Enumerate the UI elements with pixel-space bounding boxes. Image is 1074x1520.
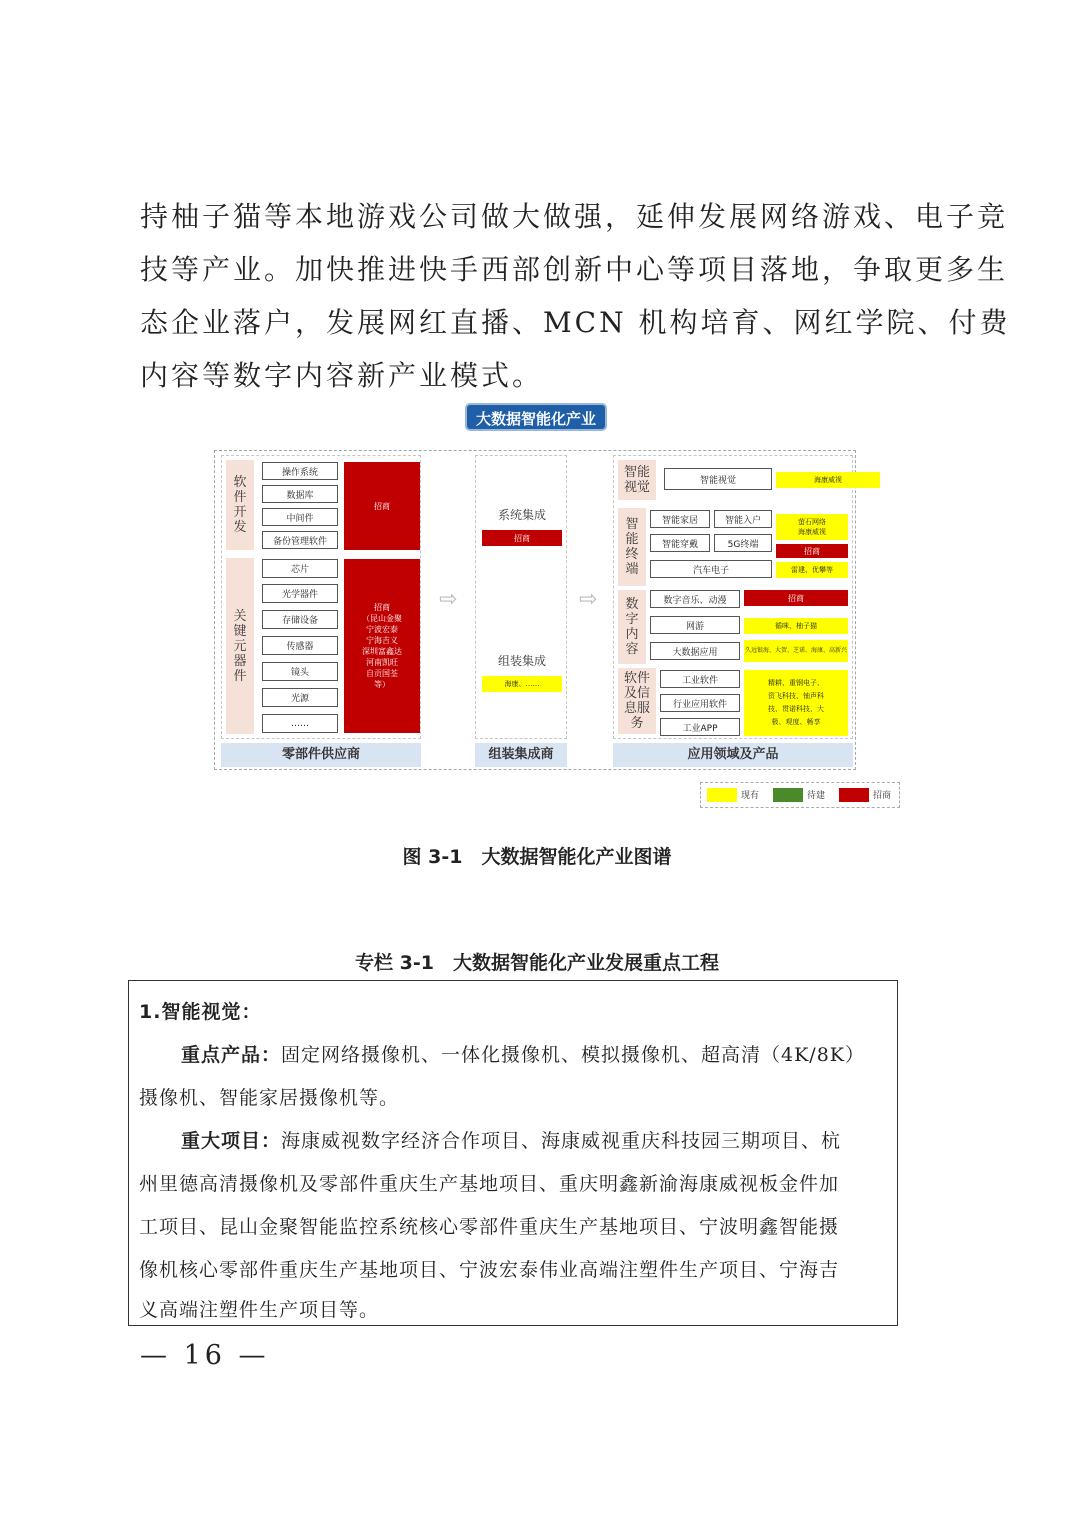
software-item: 数据库	[262, 485, 338, 503]
component-status: 招商 （昆山金聚 宁波宏泰 宁海吉义 深圳富鑫达 河南凯旺 自贡国荃 等）	[344, 559, 420, 733]
box-heading: 1.智能视觉：	[139, 1001, 262, 1023]
content-item: 大数据应用	[650, 642, 740, 660]
terminal-label: 智能终端	[618, 508, 646, 586]
parts-supplier-panel	[221, 455, 421, 739]
assembly-panel	[475, 455, 567, 739]
component-item: 光源	[262, 688, 338, 707]
assembly-footer: 组装集成商	[475, 743, 567, 767]
component-item: 传感器	[262, 636, 338, 655]
content-item: 数字音乐、动漫	[650, 590, 740, 608]
products-text: 固定网络摄像机、一体化摄像机、模拟摄像机、超高清（4K/8K）	[281, 1044, 865, 1066]
body-paragraph	[140, 190, 1011, 402]
legend-swatch-existing	[707, 788, 737, 802]
box-line: 州里德高清摄像机及零部件重庆生产基地项目、重庆明鑫新渝海康威视板金件加	[139, 1173, 840, 1195]
terminal-item: 汽车电子	[650, 560, 772, 578]
figure-caption: 图 3-1 大数据智能化产业图谱	[402, 846, 672, 868]
service-label: 软件及信息服务	[618, 668, 656, 734]
legend-label: 待建	[807, 791, 826, 801]
legend-label: 现有	[741, 791, 760, 801]
software-status: 招商	[344, 462, 420, 550]
terminal-status: 招商	[776, 544, 848, 558]
service-item: 工业APP	[660, 718, 740, 736]
vision-status: 海康威视	[776, 472, 880, 488]
legend-swatch-invite	[839, 788, 869, 802]
system-integration-status: 招商	[482, 530, 562, 546]
terminal-item: 5G终端	[714, 534, 772, 552]
vision-item: 智能视觉	[664, 468, 772, 490]
box-line: 义高端注塑件生产项目等。	[139, 1299, 380, 1321]
assembly-integration-label: 组装集成	[497, 654, 546, 668]
content-item: 网游	[650, 616, 740, 634]
box-line	[181, 1034, 865, 1077]
legend-label: 招商	[873, 791, 892, 801]
software-label: 软件开发	[226, 460, 254, 550]
figure-banner: 大数据智能化产业	[465, 403, 607, 431]
software-item: 操作系统	[262, 462, 338, 480]
right-arrow-icon: ⇨	[579, 587, 598, 612]
application-footer: 应用领域及产品	[613, 743, 853, 767]
paragraph-line: 内容等数字内容新产业模式。	[140, 359, 544, 392]
paragraph-line: 技等产业。加快推进快手西部创新中心等项目落地，争取更多生	[140, 253, 1009, 286]
legend-swatch-planned	[773, 788, 803, 802]
box-line: 工项目、昆山金聚智能监控系统核心零部件重庆生产基地项目、宁波明鑫智能摄	[139, 1216, 840, 1238]
column-box	[128, 980, 898, 1326]
component-item: 镜头	[262, 662, 338, 681]
vision-label: 智能视觉	[618, 460, 656, 500]
column-title: 专栏 3-1 大数据智能化产业发展重点工程	[355, 952, 719, 974]
projects-text: 海康威视数字经济合作项目、海康威视重庆科技园三期项目、杭	[281, 1130, 842, 1152]
paragraph-line: 持柚子猫等本地游戏公司做大做强，延伸发展网络游戏、电子竞	[140, 200, 1009, 233]
content-status: 招商	[744, 590, 848, 606]
paragraph-line: 态企业落户，发展网红直播、MCN 机构培育、网红学院、付费	[140, 306, 1011, 339]
component-item: 芯片	[262, 559, 338, 578]
application-panel	[613, 455, 853, 739]
parts-supplier-footer: 零部件供应商	[221, 743, 421, 767]
terminal-status: 萤石网络 海康威视	[776, 514, 848, 540]
service-item: 行业应用软件	[660, 694, 740, 712]
projects-label: 重大项目：	[181, 1130, 282, 1152]
component-item: 存储设备	[262, 610, 338, 629]
content-label: 数字内容	[618, 590, 646, 664]
system-integration-label: 系统集成	[497, 508, 546, 522]
terminal-item: 智能家居	[650, 510, 710, 528]
box-line	[181, 1120, 841, 1163]
box-line: 像机核心零部件重庆生产基地项目、宁波宏泰伟业高端注塑件生产项目、宁海吉	[139, 1259, 840, 1281]
products-label: 重点产品：	[181, 1044, 282, 1066]
terminal-item: 智能入户	[714, 510, 772, 528]
terminal-status: 雷建、优攀等	[776, 562, 848, 578]
component-label: 关键元器件	[226, 558, 254, 734]
content-status: 久远银海、大贺、芝诺、海康、高新兴	[744, 640, 848, 662]
component-item: 光学器件	[262, 584, 338, 603]
software-item: 中间件	[262, 508, 338, 526]
box-line: 摄像机、智能家居摄像机等。	[139, 1087, 400, 1109]
service-item: 工业软件	[660, 670, 740, 688]
assembly-integration-status: 海康、……	[482, 676, 562, 692]
industry-map-figure	[214, 450, 856, 770]
page-number: — 16 —	[140, 1340, 270, 1371]
component-item: ……	[262, 714, 338, 733]
terminal-item: 智能穿戴	[650, 534, 710, 552]
figure-legend	[700, 782, 900, 808]
right-arrow-icon: ⇨	[439, 587, 458, 612]
service-status: 精耕、重钢电子、 资飞科技、铀声科 技、贯诺科技、大 极、观度、畅享	[744, 670, 848, 736]
software-item: 备份管理软件	[262, 531, 338, 549]
content-status: 循咪、柚子猫	[744, 618, 848, 634]
